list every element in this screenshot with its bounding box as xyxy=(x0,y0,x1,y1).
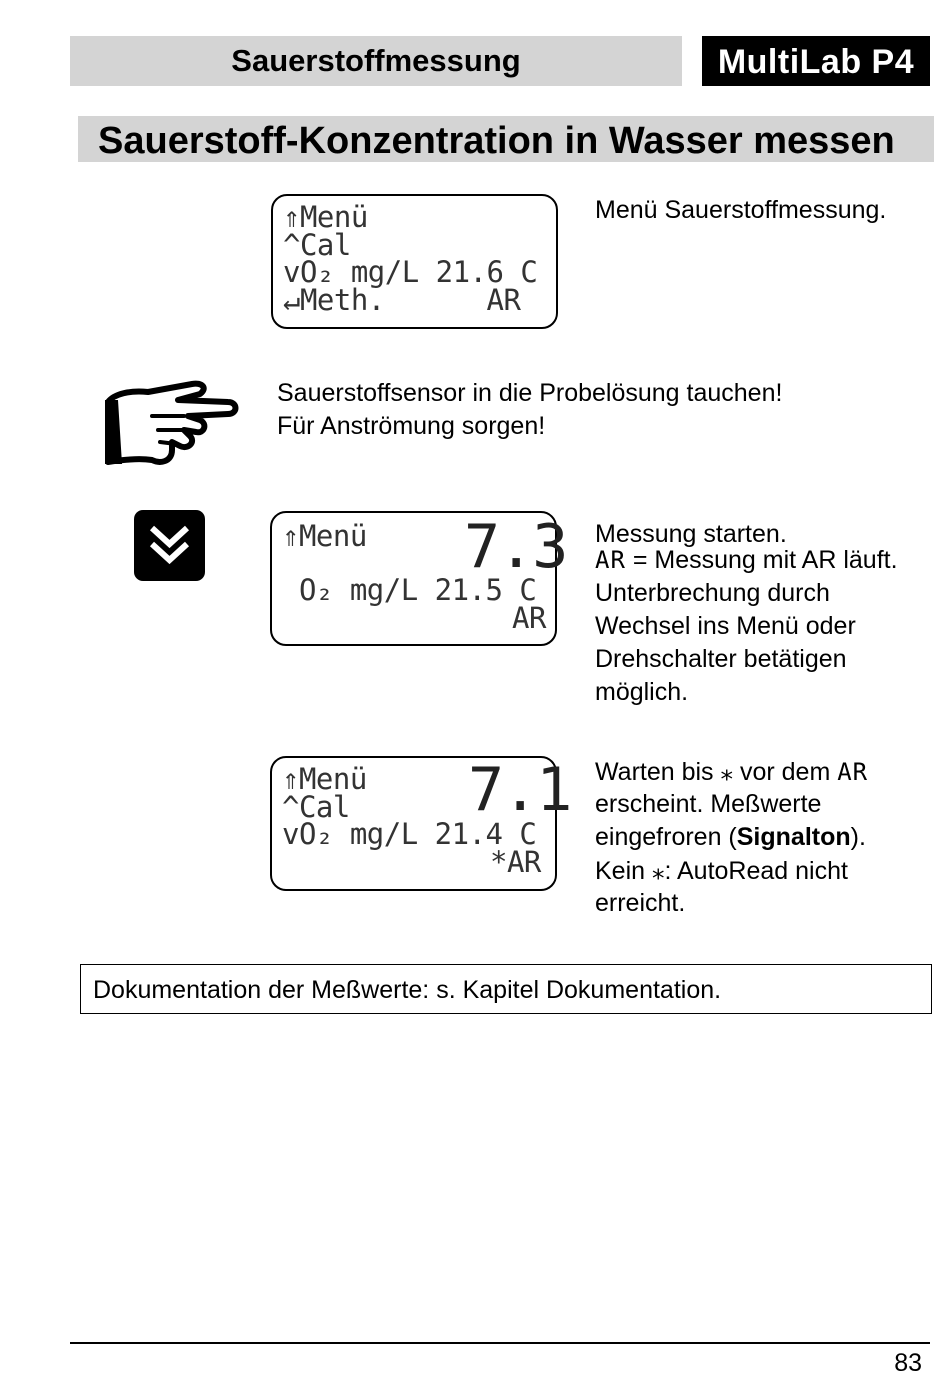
pointing-hand-icon xyxy=(100,376,242,468)
autoread-star-icon: ⁎ xyxy=(651,856,665,885)
double-chevron-down-key xyxy=(134,510,205,581)
lcd-big-value: 7.3 xyxy=(464,512,567,582)
step2-text-line1: Sauerstoffsensor in die Probelösung tauchen! xyxy=(277,379,783,407)
step3-text-line6: möglich. xyxy=(595,678,689,706)
step3-text-line2 xyxy=(595,544,898,577)
documentation-note: Dokumentation der Meßwerte: s. Kapitel Dokumentation. xyxy=(80,964,932,1014)
lcd-line-4: AR xyxy=(512,601,546,635)
step4-text-line1 xyxy=(595,755,868,789)
step4-text-line4 xyxy=(595,854,848,888)
lcd-big-value: 7.1 xyxy=(468,755,571,825)
autoread-star-icon: ⁎ xyxy=(720,757,734,786)
lcd-line-4: ↵Meth. AR xyxy=(283,283,521,317)
lcd-line-2: ^Cal xyxy=(283,228,351,262)
product-badge: MultiLab P4 xyxy=(702,36,930,86)
step3-text-line2-rest: = Messung mit AR läuft. xyxy=(625,546,898,574)
lcd-line-2: ^Cal xyxy=(282,790,350,824)
lcd-display-autoread xyxy=(270,755,571,891)
ar-symbol: AR xyxy=(837,758,869,786)
lcd-line-4: *AR xyxy=(490,845,541,879)
step3-text-line1: Messung starten. xyxy=(595,520,787,548)
ar-symbol: AR xyxy=(595,546,626,574)
step2-text-line2: Für Anströmung sorgen! xyxy=(277,412,546,440)
lcd-line-1: ⇑Menü xyxy=(283,200,368,234)
lcd-line-1: ⇑Menü xyxy=(282,762,367,796)
step4-t4c: ). xyxy=(850,823,866,851)
lcd-display-measuring xyxy=(270,511,567,646)
page-number: 83 xyxy=(894,1349,922,1377)
step3-text-line5: Drehschalter betätigen xyxy=(595,645,847,673)
lcd-line-3: O₂ mg/L 21.5 C xyxy=(282,573,537,607)
step4-t4a: eingefroren ( xyxy=(595,823,737,851)
step3-text-line4: Wechsel ins Menü oder xyxy=(595,612,856,640)
section-header: Sauerstoffmessung xyxy=(70,36,682,86)
step4-t2: vor dem xyxy=(733,758,838,786)
step4-t5b: : AutoRead nicht xyxy=(664,857,848,885)
step4-text-line3 xyxy=(595,821,866,854)
step3-text-line3: Unterbrechung durch xyxy=(595,579,830,607)
step1-text: Menü Sauerstoffmessung. xyxy=(595,196,887,224)
step4-t5a: Kein xyxy=(595,857,652,885)
lcd-line-3: vO₂ mg/L 21.4 C xyxy=(282,817,537,851)
step4-t1: Warten bis xyxy=(595,758,721,786)
double-chevron-down-icon xyxy=(134,510,205,581)
lcd-line-1: ⇑Menü xyxy=(282,519,367,553)
step4-text-line2: erscheint. Meßwerte xyxy=(595,790,822,818)
signalton-bold: Signalton xyxy=(736,823,851,851)
lcd-line-3: vO₂ mg/L 21.6 C xyxy=(283,255,538,289)
lcd-display-menu xyxy=(271,194,558,329)
page-title: Sauerstoff-Konzentration in Wasser messen xyxy=(78,116,934,162)
step4-text-line5: erreicht. xyxy=(595,889,686,917)
footer-divider xyxy=(70,1342,930,1344)
